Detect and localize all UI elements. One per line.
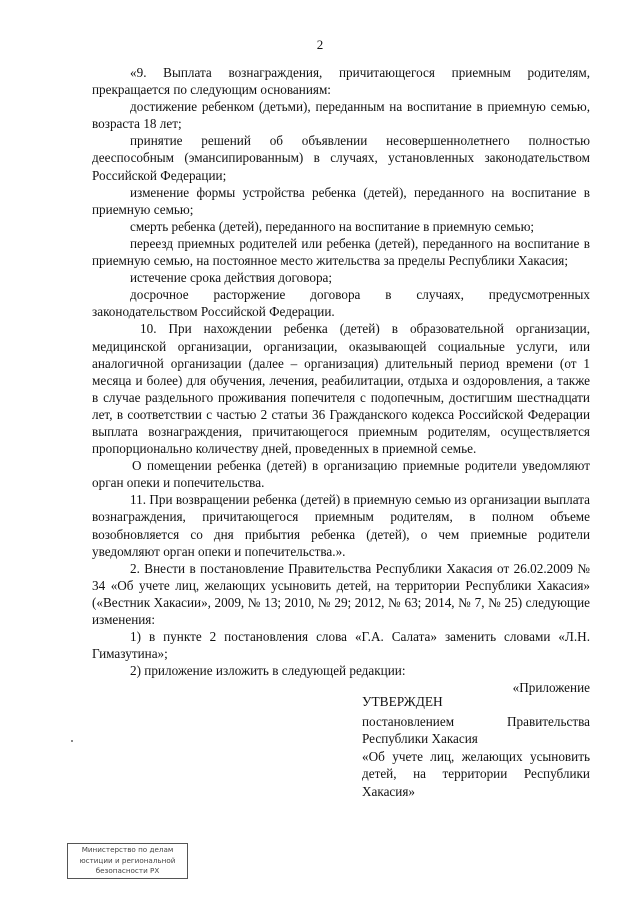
stamp-line: Министерство по делам (81, 845, 174, 854)
paragraph: 2. Внести в постановление Правительства Республики Хакасия от 26.02.2009 № 34 «Об учете лиц, желающих усыновить детей, на территории Республики Хакасия» («Вестник Хакасии», 2009, № 13; 2010, № 29; 2012, № 63; 2014, № 7, № 25) следующие изменения: (92, 560, 590, 627)
paragraph: 11. При возвращении ребенка (детей) в приемную семью из организации выплата вознаграждения, причитающегося приемным родителям, в полном объеме возобновляется со дня прибытия ребенка (детей), о чем приемные родители уведомляют орган опеки и попечительства.». (92, 492, 590, 559)
paragraph: 1) в пункте 2 постановления слова «Г.А. Салата» заменить словами «Л.Н. Гимазутина»; (92, 629, 590, 662)
paragraph: смерть ребенка (детей), переданного на воспитание в приемную семью; (130, 218, 535, 234)
paragraph: 10. При нахождении ребенка (детей) в образовательной организации, медицинской организации, организации, оказывающей социальные услуги, или аналогичной организации (далее – организация) длительный период времени (от 1 месяца и более) для обучения, лечения, реабилитации, отдыха и оздоровления, а также в случае раздельного проживания попечителя с подопечным, достигшим шестнадцати лет, в соответствии с частью 2 статьи 36 Гражданского кодекса Российской Федерации выплата вознаграждения, причитающегося приемным родителям, осуществляется пропорционально количеству дней, проведенных в приемной семье. (92, 321, 590, 457)
paragraph: 2) приложение изложить в следующей редакции: (130, 663, 406, 679)
stamp-line: юстиции и региональной (79, 855, 176, 865)
registration-stamp (67, 843, 188, 879)
scan-speck (71, 740, 73, 742)
paragraph: достижение ребенком (детьми), переданным на воспитание в приемную семью, возраста 18 лет; (92, 99, 590, 132)
paragraph: истечение срока действия договора; (130, 270, 333, 286)
paragraph: досрочное расторжение договора в случаях, предусмотренных законодательством Российской Федерации. (92, 287, 590, 320)
approval-reference: «Об учете лиц, желающих усыновить детей, на территории Республики Хакасия» (362, 748, 590, 799)
stamp-line: безопасности РХ (95, 866, 160, 875)
paragraph: О помещении ребенка (детей) в организацию приемные родители уведомляют орган опеки и попечительства. (92, 458, 590, 491)
paragraph: «9. Выплата вознаграждения, причитающегося приемным родителям, прекращается по следующим основаниям: (92, 65, 590, 98)
paragraph: изменение формы устройства ребенка (детей), переданного на воспитание в приемную семью; (92, 184, 590, 217)
approval-block (362, 693, 590, 800)
paragraph: переезд приемных родителей или ребенка (детей), переданного на воспитание в приемную семью, на постоянное место жительства за пределы Республики Хакасия; (92, 235, 590, 269)
paragraph: принятие решений об объявлении несовершеннолетнего полностью дееспособным (эмансипированным) в случаях, установленных законодательством Российской Федерации; (92, 133, 590, 183)
document-body (92, 64, 590, 696)
approval-title: УТВЕРЖДЕН (362, 694, 443, 709)
appendix-heading: «Приложение (512, 680, 590, 696)
approval-text: постановлением Правительства Республики Хакасия (362, 713, 590, 746)
page-number: 2 (316, 37, 324, 52)
